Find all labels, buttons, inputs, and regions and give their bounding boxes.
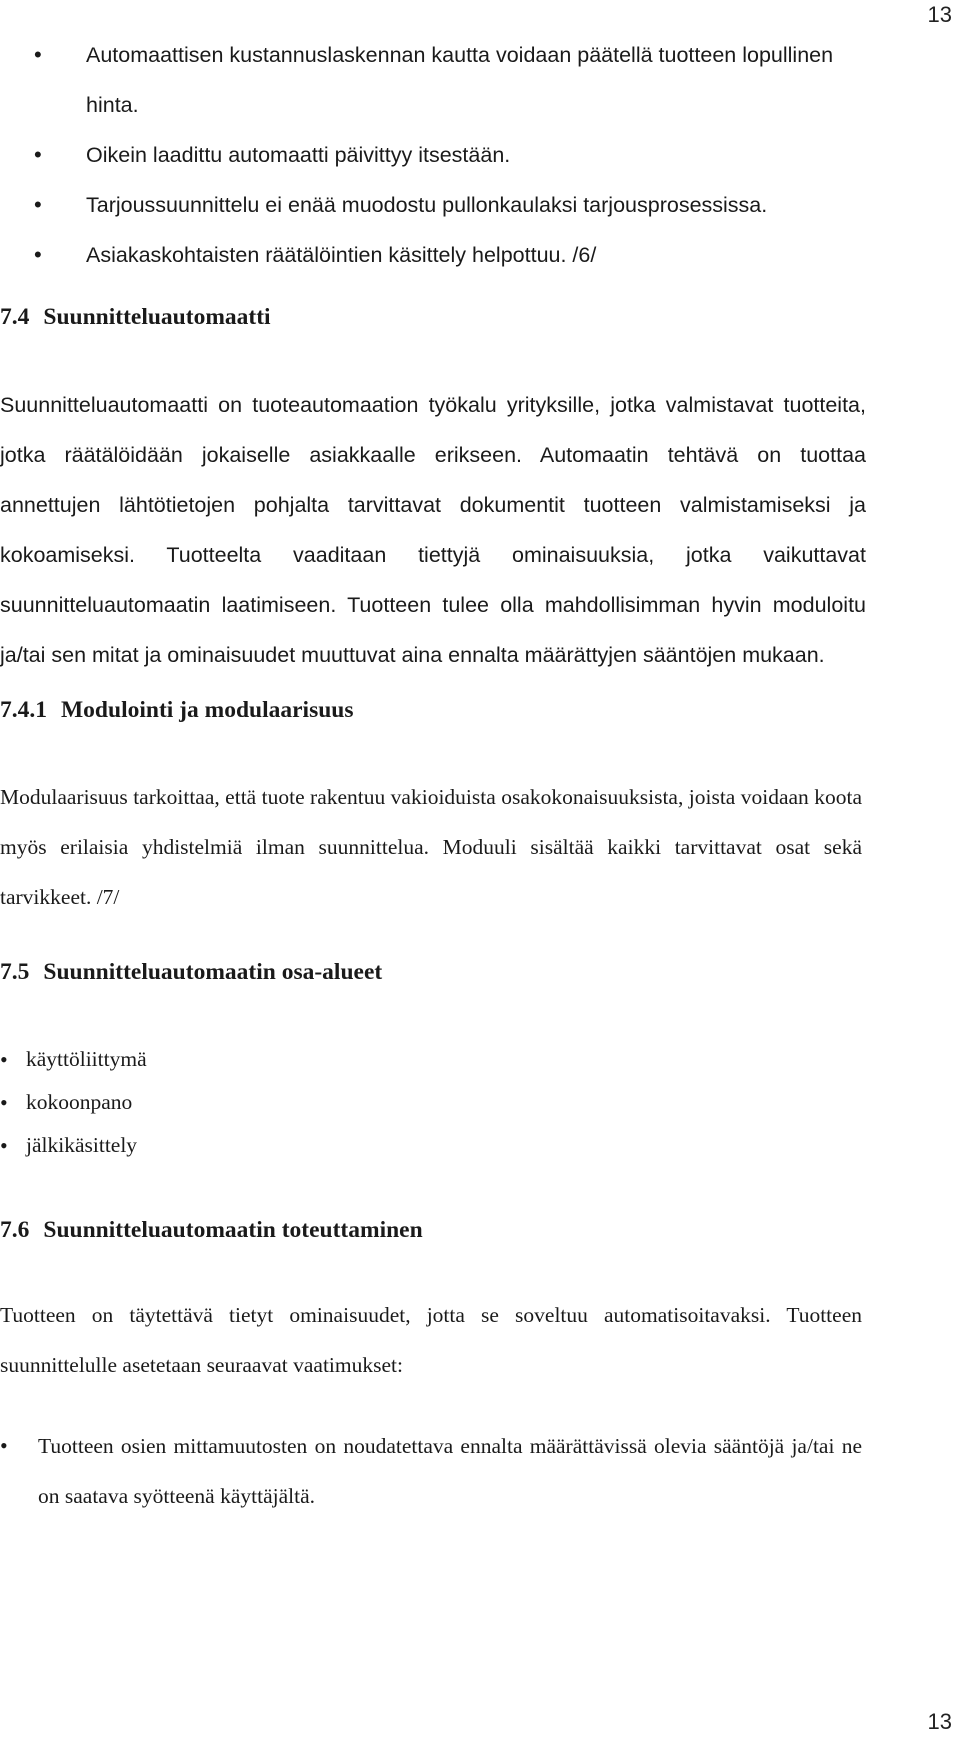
list-item: • Automaattisen kustannuslaskennan kautta voidaan päätellä tuotteen lopullinen hinta. xyxy=(0,30,858,130)
list-item: • kokoonpano xyxy=(0,1081,147,1124)
list-item: • Tuotteen osien mittamuutosten on noudatettava ennalta määrättävissä olevia sääntöjä ja/tai ne on saatava syötteenä käyttäjältä. xyxy=(0,1421,862,1521)
requirements-list xyxy=(0,1421,862,1521)
section-number: 7.4 xyxy=(0,304,30,330)
list-item: • Asiakaskohtaisten räätälöintien käsittely helpottuu. /6/ xyxy=(0,230,858,280)
paragraph-7-6: Tuotteen on täytettävä tietyt ominaisuudet, jotta se soveltuu automatisoitavaksi. Tuotteen suunnittelulle asetetaan seuraavat vaatimukset: xyxy=(0,1303,862,1377)
section-number: 7.6 xyxy=(0,1217,30,1243)
section-title: Modulointi ja modulaarisuus xyxy=(61,697,354,723)
paragraph-7-4: Suunnitteluautomaatti on tuoteautomaation työkalu yrityksille, jotka valmistavat tuotteita, jotka räätälöidään jokaiselle asiakkaalle erikseen. Automaatin tehtävä on tuottaa annettujen lähtötietojen pohjalta tarvittavat dokumentit tuotteen valmistamiseksi ja kokoamiseksi. Tuotteelta vaaditaan tiettyjä ominaisuuksia, jotka vaikuttavat suunnitteluautomaatin laatimiseen. Tuotteen tulee olla mahdollisimman hyvin moduloitu ja/tai sen mitat ja ominaisuudet muuttuvat aina ennalta määrättyjen sääntöjen mukaan. xyxy=(0,393,866,667)
section-heading-7-5 xyxy=(0,957,382,987)
components-list xyxy=(0,1038,147,1167)
section-title: Suunnitteluautomaatin toteuttaminen xyxy=(43,1217,423,1243)
list-item: • käyttöliittymä xyxy=(0,1038,147,1081)
list-item: • Tarjoussuunnittelu ei enää muodostu pullonkaulaksi tarjousprosessissa. xyxy=(0,180,858,230)
section-heading-7-4 xyxy=(0,302,271,332)
section-number: 7.5 xyxy=(0,959,30,985)
section-title: Suunnitteluautomaatin osa-alueet xyxy=(43,959,383,985)
list-item: • Oikein laadittu automaatti päivittyy itsestään. xyxy=(0,130,858,180)
paragraph-7-4-1: Modulaarisuus tarkoittaa, että tuote rakentuu vakioiduista osakokonaisuuksista, joista voidaan koota myös erilaisia yhdistelmiä ilman suunnittelua. Moduuli sisältää kaikki tarvittavat osat sekä tarvikkeet. /7/ xyxy=(0,785,862,909)
intro-bullet-list xyxy=(0,30,858,280)
list-item: • jälkikäsittely xyxy=(0,1124,147,1167)
section-title: Suunnitteluautomaatti xyxy=(43,304,271,330)
section-heading-7-4-1 xyxy=(0,695,354,725)
page-number-bottom: 13 xyxy=(927,1709,952,1734)
section-number: 7.4.1 xyxy=(0,697,47,723)
section-heading-7-6 xyxy=(0,1215,423,1245)
page-number-top: 13 xyxy=(927,2,952,27)
